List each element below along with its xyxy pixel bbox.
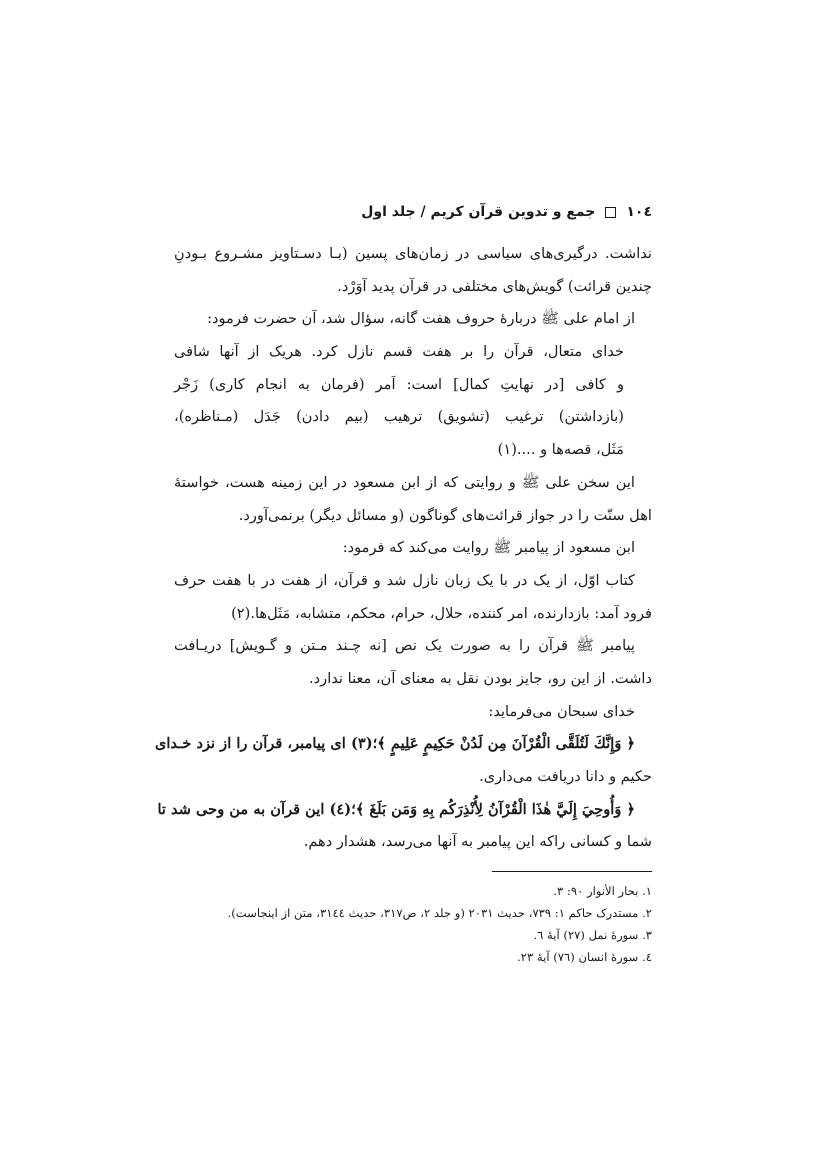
quote-line: خدای متعال، قرآن را بر هفت قسم نازل کرد. هریک از آنها شافی: [174, 343, 624, 361]
quote-line: (بازداشتن) ترغیب (تشویق) ترهیب (بیم دادن) جَدَل (مـناظره)،: [174, 408, 624, 426]
running-header: [174, 199, 652, 225]
verse-line: ﴿ وَأُوحِيَ إِلَيَّ هٰذَا الْقُرْآنُ لِأُنْذِرَكُم بِهِ وَمَن بَلَغَ ﴾؛(٤) این قرآن به من وحی شد تا: [157, 800, 635, 818]
text-line: داشت. از این رو، جایز بودن نقل به معنای آن، معنا ندارد.: [309, 669, 652, 687]
footnote-divider: [492, 871, 652, 872]
text-line: چندین قرائت) گویش‌های مختلفی در قرآن پدید آوَرْد.: [337, 277, 652, 295]
footnote: ١. بحار الأنوار ٩٠: ٣.: [553, 884, 652, 898]
footnotes: [174, 880, 652, 968]
footnote: ٢. مستدرک حاکم ١: ٧٣٩، حدیث ٢٠٣١ (و جلد ٢، ص٣١٧، حدیث ٣١٤٤، متن از اینجاست).: [227, 906, 652, 920]
running-title: جمع و تدوین قرآن کریم / جلد اول: [361, 204, 596, 220]
text-line: این سخن علی ﷺ و روایتی که از ابن مسعود در این زمینه هست، خواستهٔ: [174, 473, 635, 491]
text-line: فرود آمد: بازدارنده، امر کننده، حلال، حرام، محکم، متشابه، مَثَل‌ها.(٢): [231, 604, 652, 622]
text-line: خدای سبحان می‌فرماید:: [488, 702, 635, 720]
text-line: از امام علی ﷺ دربارهٔ حروف هفت گانه، سؤال شد، آن حضرت فرمود:: [207, 310, 635, 328]
quote-line: مَثَل، قصه‌ها و ....(١): [497, 441, 624, 459]
text-line: نداشت. درگیری‌های سیاسی در زمان‌های پسین (بـا دسـتاویز مشـروع بـودنِ: [174, 245, 652, 262]
text-line: ابن مسعود از پیامبر ﷺ روایت می‌کند که فرمود:: [342, 539, 635, 557]
square-icon: [605, 207, 616, 218]
text-line: پیامبر ﷺ قرآن را به صورت یک نص [نه چـند مـتن و گـویش] دریـافت: [174, 637, 635, 655]
verse-line: ﴿ وَإِنَّكَ لَتُلَقَّى الْقُرْآنَ مِن لَدُنْ حَكِيمٍ عَلِيمٍ ﴾؛(٣) ای پیامبر، قرآن را از نزد خـدای: [154, 735, 635, 753]
main-text: [154, 238, 652, 859]
text-line: شما و کسانی راکه این پیامبر به آنها می‌رسد، هشدار دهم.: [303, 833, 652, 851]
text-line: کتاب اوّل، از یک در با یک زبان نازل شد و قرآن، از هفت در با هفت حرف: [174, 571, 635, 589]
footnote: ٣. سورهٔ نمل (٢٧) آیهٔ ٦.: [533, 928, 652, 942]
quote-line: و کافی [در نهایتِ کمال] است: اَمر (فرمان به انجام کاری) زَجْر: [174, 375, 624, 393]
page-number: ١٠٤: [626, 204, 652, 220]
text-line: اهل سنّت را در جواز قرائت‌های گوناگون (و مسائل دیگر) برنمی‌آورد.: [238, 506, 652, 524]
text-line: حکیم و دانا دریافت می‌داری.: [479, 768, 652, 785]
footnote: ٤. سورهٔ انسان (٧٦) آیهٔ ٢٣.: [517, 950, 652, 964]
